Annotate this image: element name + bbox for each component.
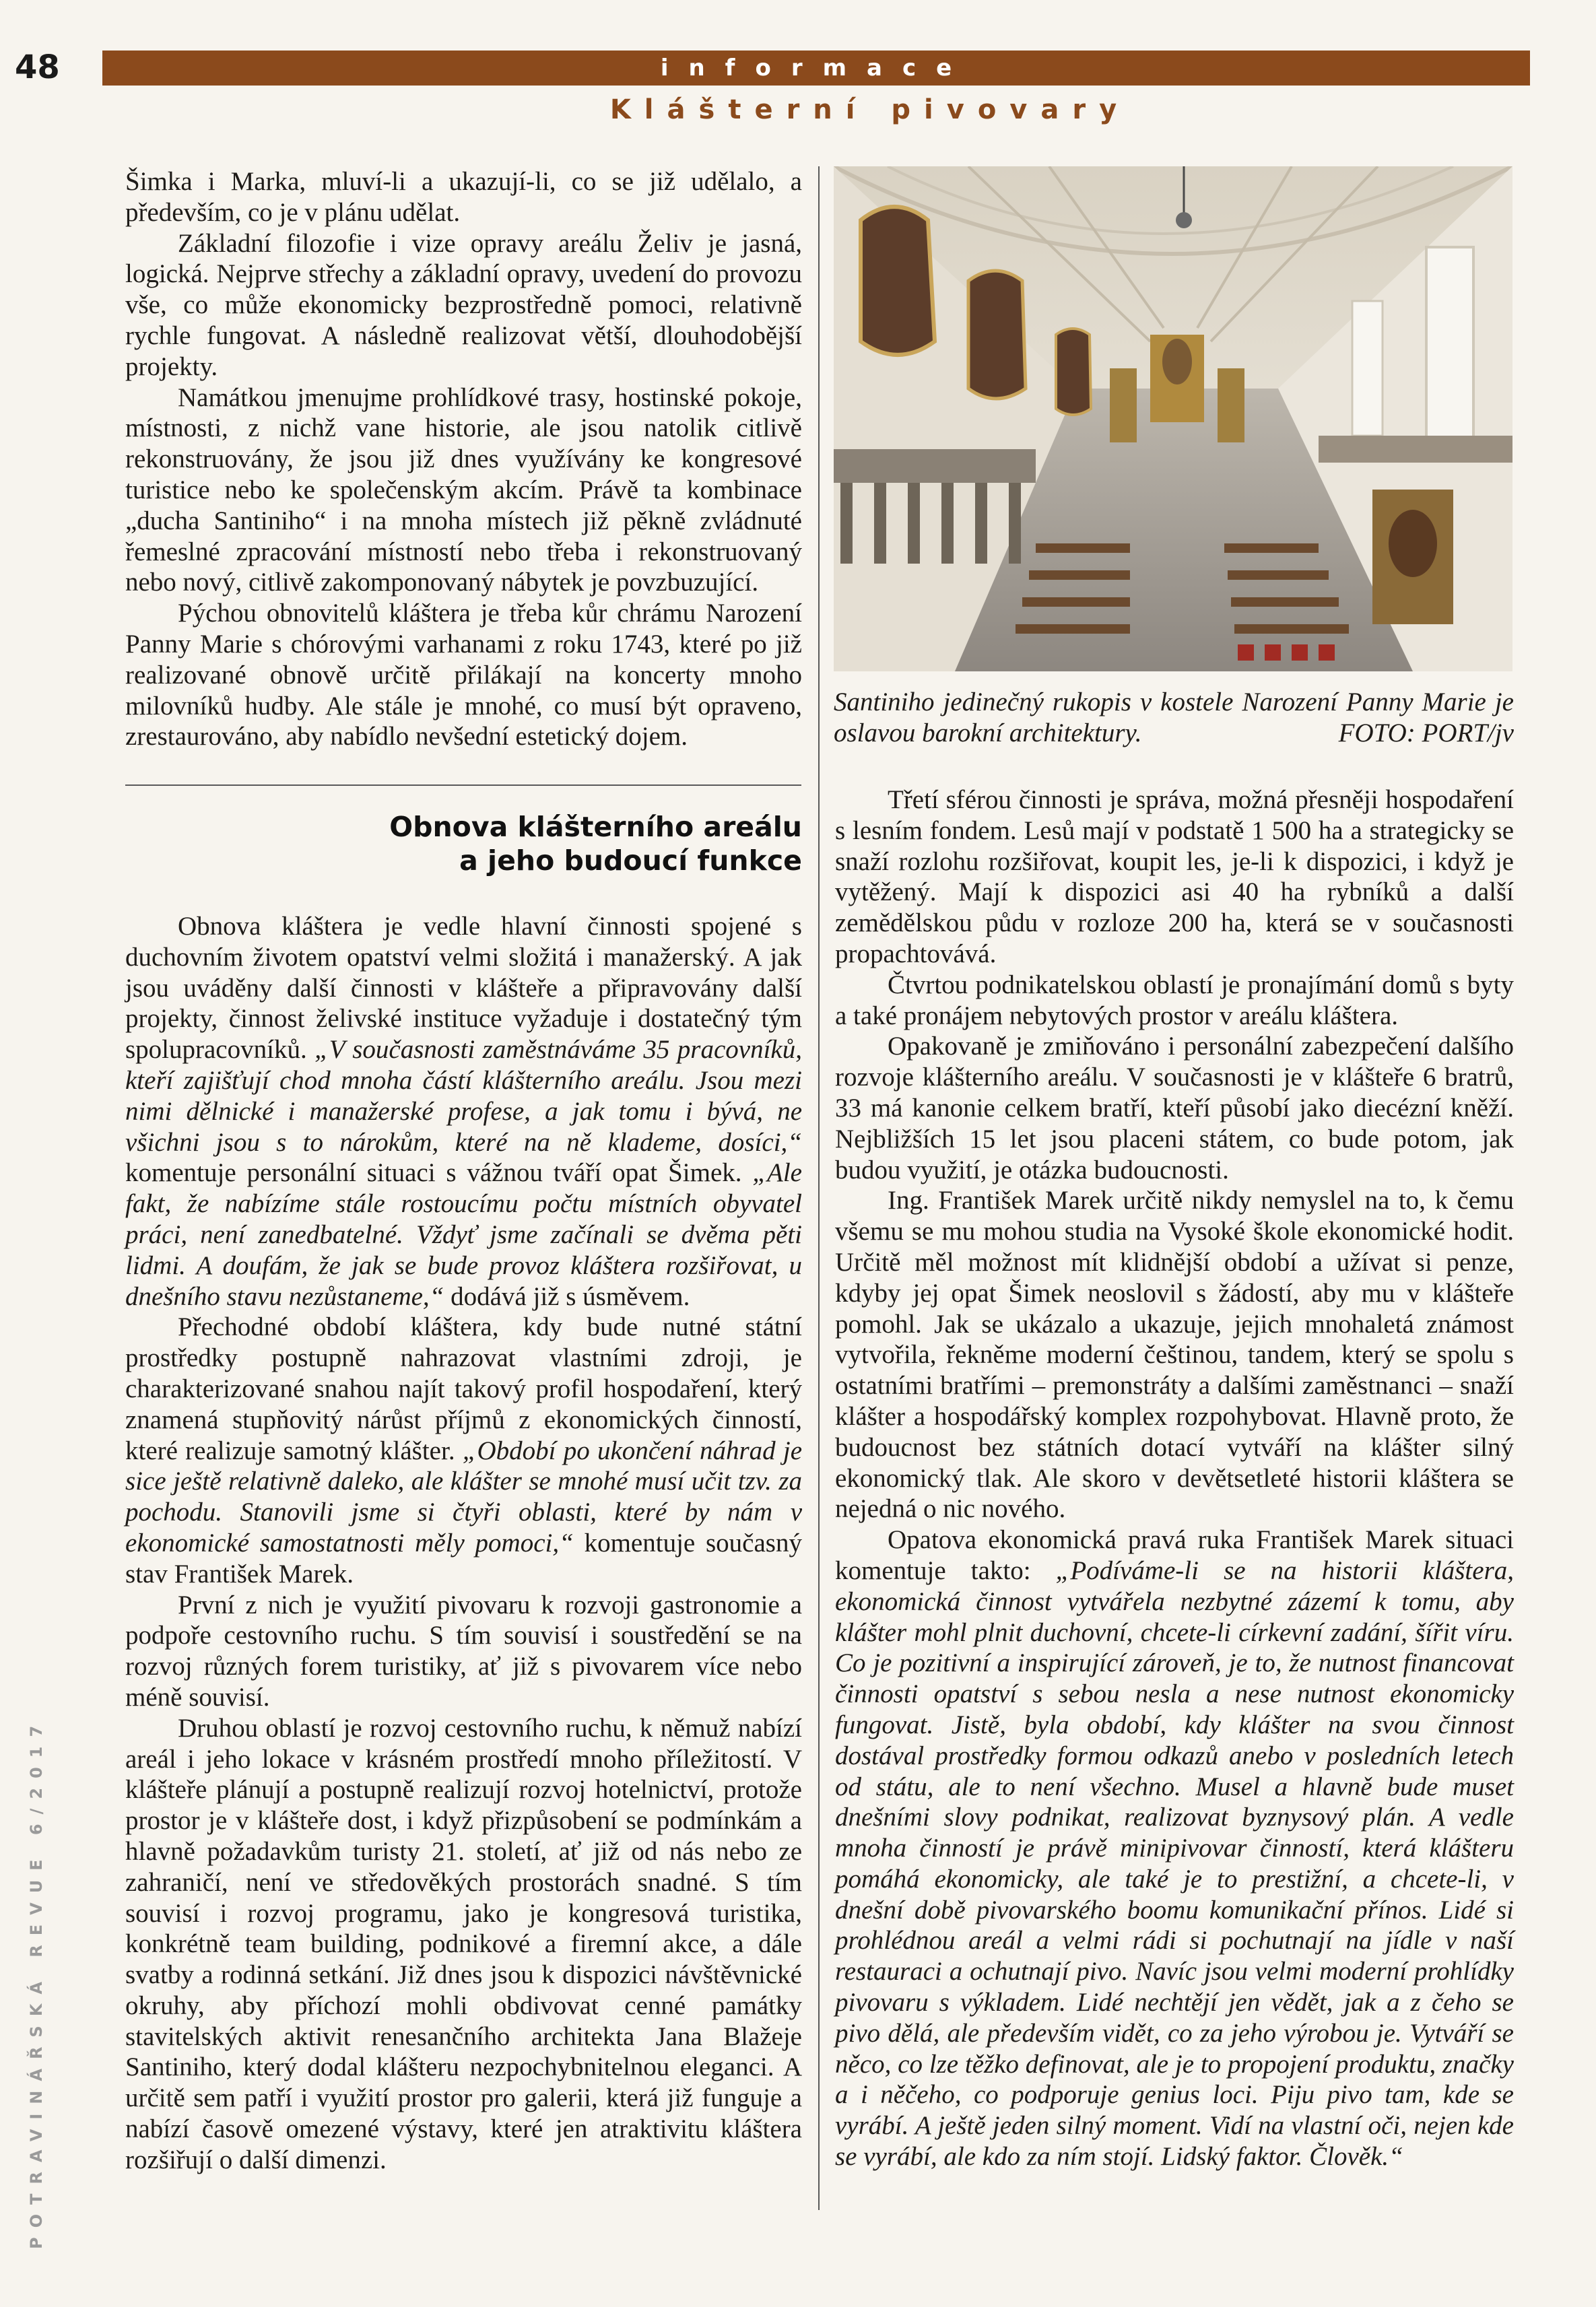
paragraph: Přechodné období kláštera, kdy bude nutné státní prostředky postupně nahrazovat vlastními zdroji, je charakterizované snahou najít takový profil hospodaření, který znamená stupňovitý nárůst příjmů z ekonomických činností, které realizuje samotný klášter. „Období po ukončení náhrad je sice ještě relativně daleko, ale klášter se mnohé musí učit tzv. za pochodu. Stanovili jsme si čtyři oblasti, které by nám v ekonomické samostatnosti měly pomoci,“ komentuje současný stav František Marek.	[125, 1312, 803, 1589]
photo-caption	[834, 687, 1514, 749]
column-divider	[818, 166, 820, 2210]
heading-line: a jeho budoucí funkce	[459, 844, 802, 877]
page-number: 48	[15, 48, 60, 86]
paragraph: Druhou oblastí je rozvoj cestovního ruchu, k němuž nabízí areál i jeho lokace v krásném prostředí mnoho příležitostí. V klášteře plánují a postupně realizují rozvoj hotelnictví, protože prostor je v klášteře dost, i když přizpůsobení se podmínkám a hlavně požadavkům turisty 21. století, ať již od nás nebo ze zahraničí, není ve středověkých prostorách snadné. S tím souvisí i rozvoj programu, jako je kongresová turistika, konkrétně team building, podnikové a firemní akce, a dále svatby a rodinná setkání. Již dnes jsou k dispozici návštěvnické okruhy, aby příchozí mohli obdivovat cenné památky stavitelských aktivit renesančního architekta Jana Blažeje Santiniho, který dodal klášteru nezpochybnitelnou eleganci. A určitě sem patří i využití prostor pro galerii, která již funguje a nabízí časově omezené výstavy, které jen atraktivitu kláštera rozšiřují o další dimenzi.	[125, 1713, 802, 2174]
paragraph: Třetí sférou činnosti je správa, možná přesněji hospodaření s lesním fondem. Lesů mají v podstatě 1 500 ha a strategicky se snaží rozlohu rozšiřovat, koupit les, je-li k dispozici, i když je vytěžený. Mají k dispozici asi 40 ha rybníků a další zemědělskou půdu v rozloze 200 ha, která se v současnosti propachtovává.	[835, 785, 1514, 968]
paragraph: Základní filozofie i vize opravy areálu Želiv je jasná, logická. Nejprve střechy a základní opravy, uvedení do provozu vše, co může ekonomicky bezprostředně pomoci, relativně rychle fungovat. A následně realizovat větší, dlouhodobější projekty.	[125, 228, 802, 381]
subsection-heading	[125, 810, 802, 877]
section-banner: informace	[102, 51, 1530, 86]
caption-text: Santiniho jedinečný rukopis v kostele Narození Panny Marie je oslavou barokní architektury.	[834, 688, 1514, 747]
paragraph: Ing. František Marek určitě nikdy nemyslel na to, k čemu všemu se mu mohou studia na Vysoké škole ekonomické hodit. Určitě měl možnost mít klidnější období a užívat si penze, kdyby jej opat Šimek neoslovil s žádostí, aby mu v klášteře pomohl. Jak se ukázalo a ukazuje, jejich mnohaletá známost vytvořila, řekněme moderní češtinou, tandem, který se spolu s ostatními bratřími – premonstráty a dalšími zaměstnanci – snaží klášter a hospodářský komplex rozpohybovat. Hlavně proto, že budoucnost bez státních dotací vytváří na klášter silný ekonomický tlak. Ale skoro v devětsetleté historii kláštera se nejedná o nic nového.	[835, 1186, 1514, 1524]
right-column	[835, 784, 1514, 2172]
paragraph: Obnova kláštera je vedle hlavní činnosti spojené s duchovním životem opatství velmi složitá i manažerský. A jak jsou uváděny další činnosti v klášteře a připravovány další projekty, činnost želivské instituce vyžaduje i dostatečný tým spolupracovníků. „V současnosti zaměstnáváme 35 pracovníků, kteří zajišťují chod mnoha částí klášterního areálu. Jsou mezi nimi dělnické i manažerské profese, a jak tomu i bývá, ne všichni jsou s to nárokům, které na ně klademe, dosíci,“ komentuje personální situaci s vážnou tváří opat Šimek. „Ale fakt, že nabízíme stále rostoucímu počtu místních obyvatel práci, není zanedbatelné. Vždyť jsme začínali se dvěma pěti lidmi. A doufám, že jak se bude provoz kláštera rozšiřovat, u dnešního stavu nezůstaneme,“ dodává již s úsměvem.	[125, 912, 802, 1311]
church-interior-photo	[834, 166, 1512, 671]
paragraph: Opatova ekonomická pravá ruka František Marek situaci komentuje takto: „Podíváme-li se na historii kláštera, ekonomická činnost vytvářela nezbytné zázemí k tomu, aby klášter mohl plnit duchovní, chcete-li církevní zadání, šířit víru. Co je pozitivní a inspirující zároveň, je to, že nutnost financovat činnosti opatství s sebou nesla a nese nutnost ekonomicky fungovat. Jistě, byla období, kdy klášter na svou činnost dostával prostředky formou odkazů anebo v posledních letech od státu, ale to není všechno. Musel a hlavně bude muset dnešními slovy podnikat, realizovat byznysový plán. A vedle mnoha činností je právě minipivovar činností, která klášteru pomáhá ekonomicky, ale také je to prestižní, a chcete-li, v dnešní době pivovarského boomu komunikační přínos. Lidé si prohlédnou areál a velmi rádi si pochutnají na jídle v naší restauraci a ochutnají pivo. Navíc jsou velmi moderní prohlídky pivovaru s výkladem. Lidé nechtějí jen vědět, jak a z čeho se pivo dělá, ale především vidět, co za jeho výrobou je. Vytváří se něco, co lze těžko definovat, ale je to propojení produktu, značky a i něčeho, co podporuje genius loci. Piju pivo tam, kde se vyrábí. A ještě jeden silný moment. Vidí na vlastní oči, nejen kde se vyrábí, ale kdo za ním stojí. Lidský faktor. Člověk.“	[835, 1525, 1514, 2172]
paragraph: Šimka i Marka, mluví-li a ukazují-li, co se již udělalo, a především, co je v plánu udělat.	[125, 167, 802, 227]
left-column-top	[125, 166, 802, 752]
paragraph: Opakovaně je zmiňováno i personální zabezpečení dalšího rozvoje klášterního areálu. V současnosti je v klášteře 6 bratrů, 33 má kanonie celkem bratří, kteří působí jako diecézní kněží. Nejbližších 15 let jsou placeni státem, co bude potom, jak budou využití, je otázka budoucnosti.	[835, 1032, 1514, 1184]
left-column-bottom	[125, 810, 802, 2176]
heading-line: Obnova klášterního areálu	[389, 811, 802, 843]
paragraph: První z nich je využití pivovaru k rozvoji gastronomie a podpoře cestovního ruchu. S tím souvisí i soustředění se na rozvoj různých forem turistiky, ať již s pivovarem více nebo méně souvisí.	[125, 1590, 802, 1712]
section-divider	[125, 784, 801, 786]
paragraph: Pýchou obnovitelů kláštera je třeba kůr chrámu Narození Panny Marie s chórovými varhanami z roku 1743, které po již realizované obnově určitě přilákají na koncerty mnoho milovníků hudby. Ale stále je mnohé, co musí být opraveno, zrestaurováno, aby nabídlo nevšední estetický dojem.	[125, 599, 802, 751]
section-title: Klášterní pivovary	[609, 94, 1131, 125]
paragraph: Čtvrtou podnikatelskou oblastí je pronajímání domů s byty a také pronájem nebytových prostor v areálu kláštera.	[835, 970, 1514, 1030]
paragraph: Namátkou jmenujme prohlídkové trasy, hostinské pokoje, místnosti, z nichž vane historie, ale jsou natolik citlivě rekonstruovány, že jsou již dnes využívány ke kongresové turistice nebo ke společenským akcím. Právě ta kombinace „ducha Santiniho“ i na mnoha místech již pěkně zvládnuté řemeslné zpracování místností nebo třeba i rekonstruovaný nebo nový, citlivě zakomponovaný nábytek je povzbuzující.	[125, 382, 802, 597]
magazine-name-vertical: POTRAVINÁŘSKÁ REVUE 6/2017	[27, 1716, 46, 2249]
photo-credit: FOTO: PORT/jv	[1338, 718, 1514, 747]
